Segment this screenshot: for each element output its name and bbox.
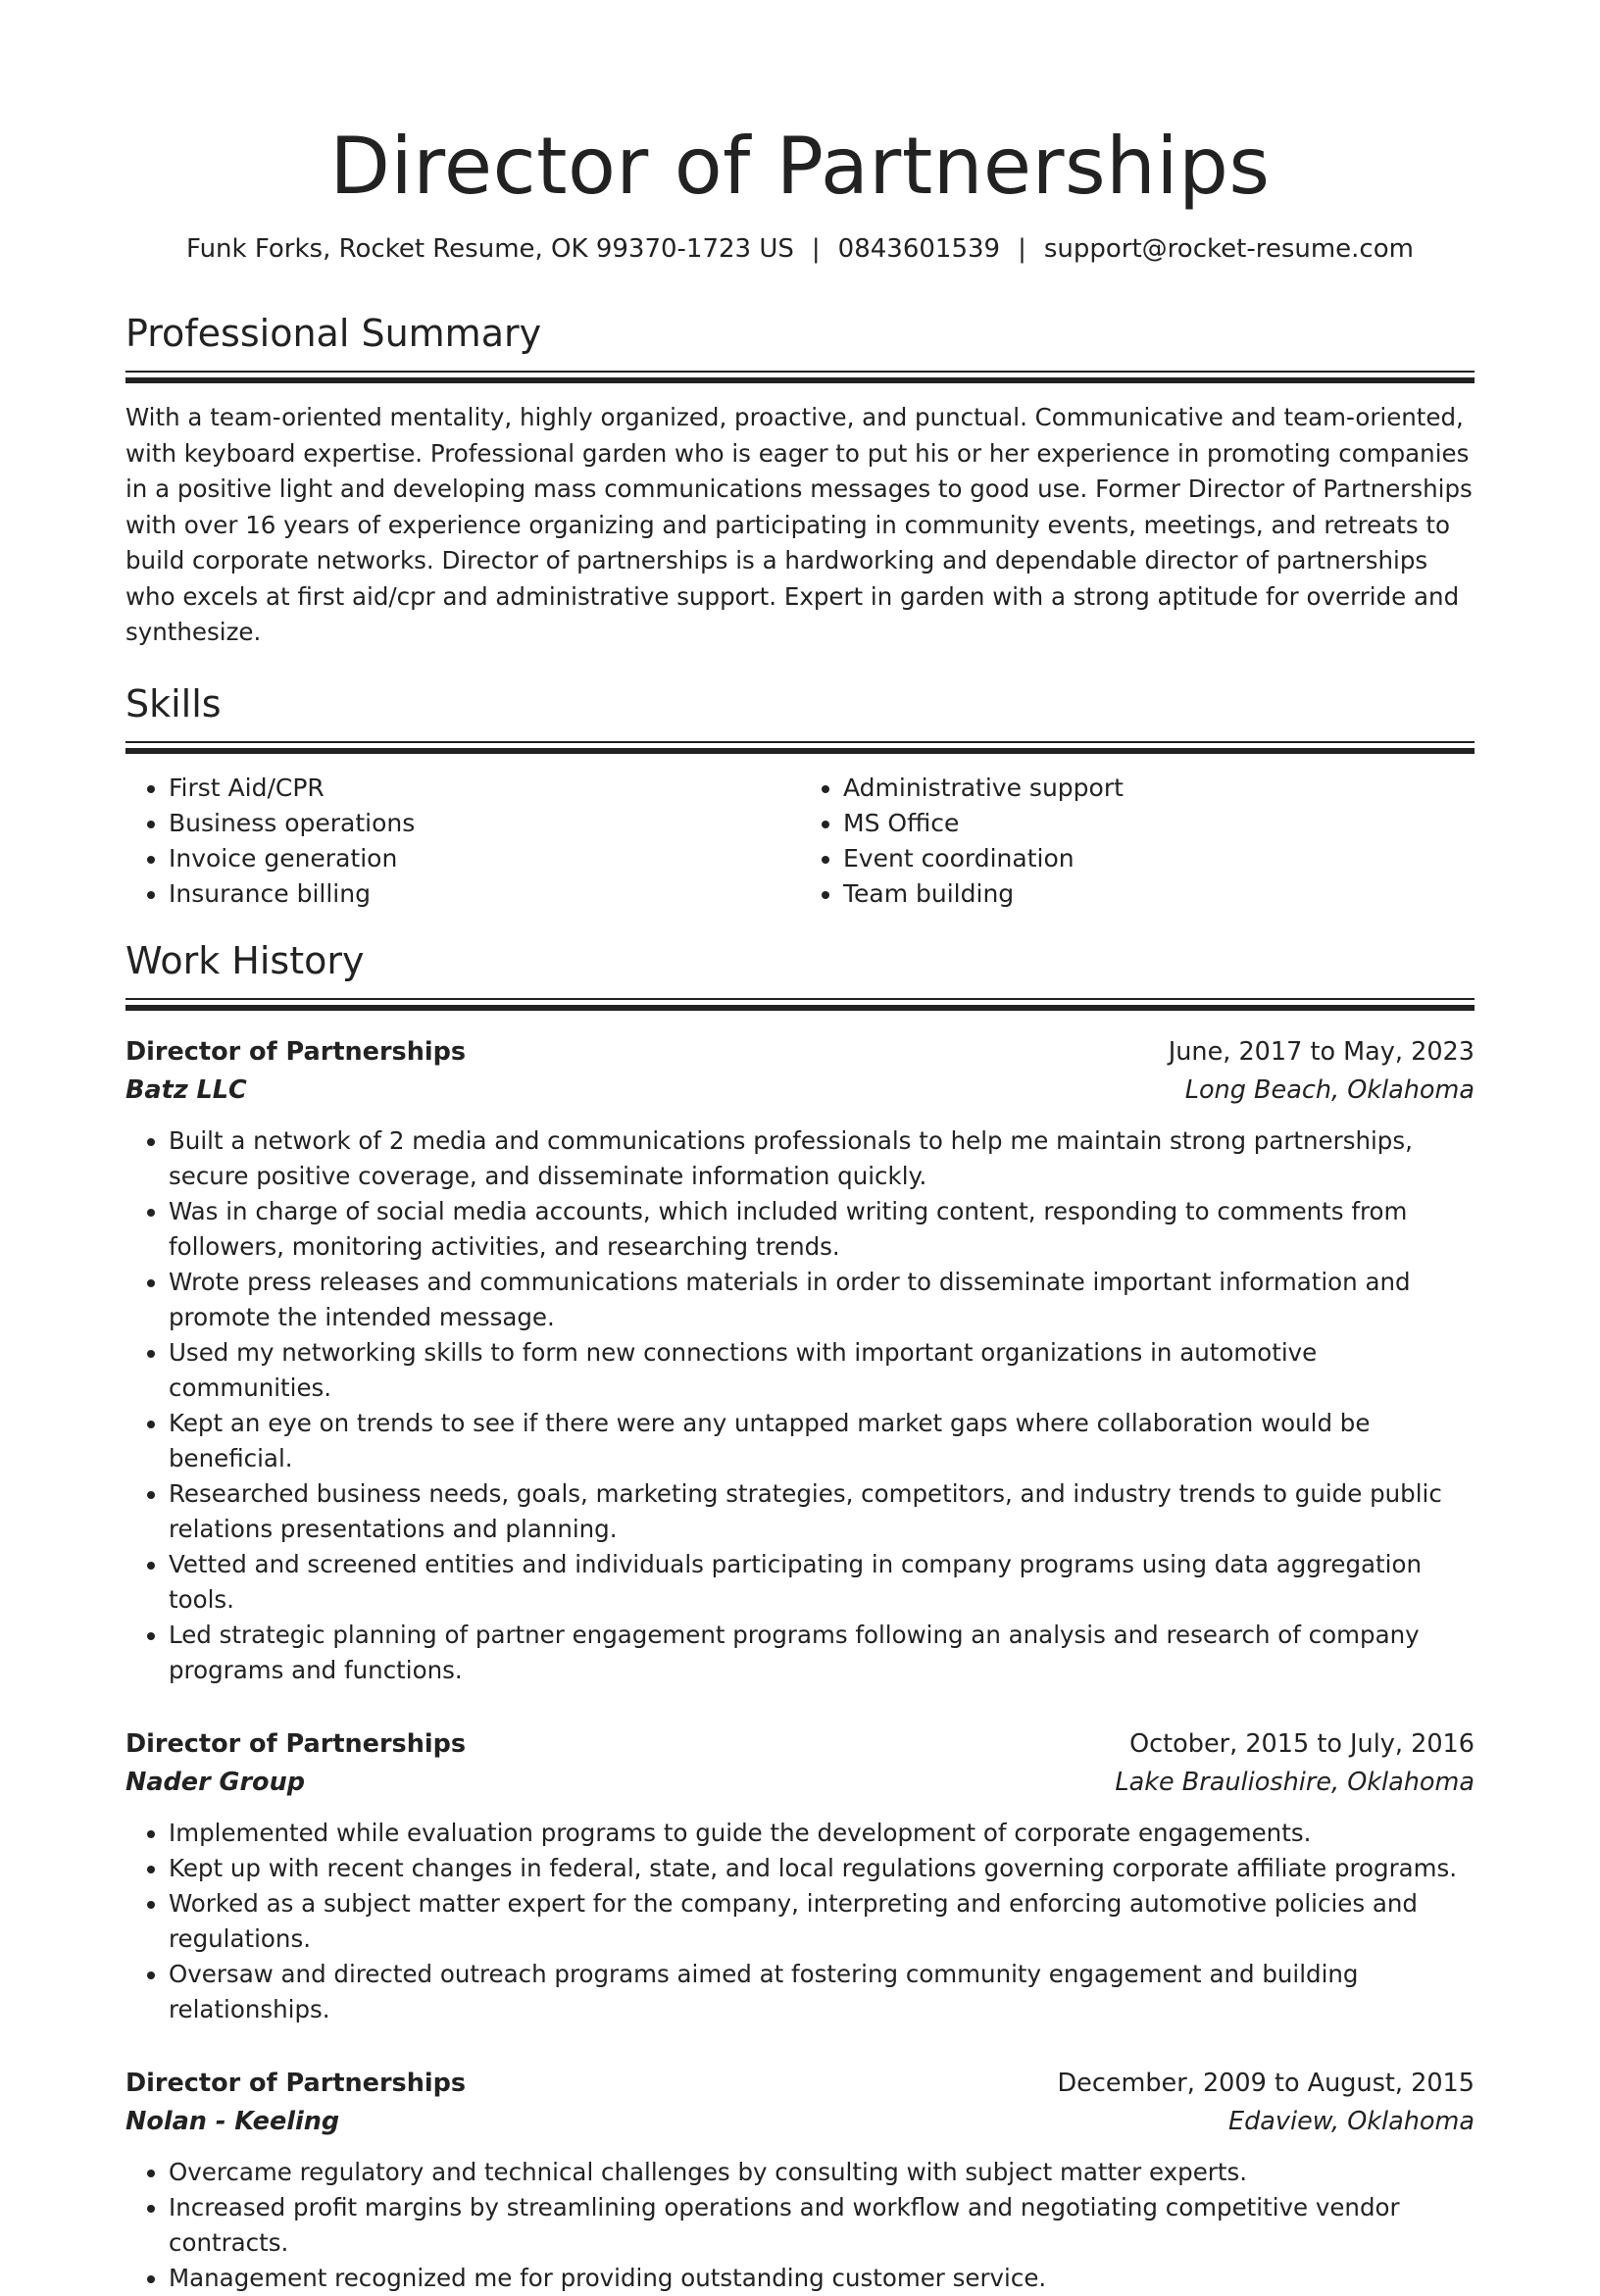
summary-section: [125, 310, 1475, 651]
job-bullet: • Overcame regulatory and technical challenges by consulting with subject matter experts.: [169, 2155, 1475, 2190]
job-bullet: • Oversaw and directed outreach programs aimed at fostering community engagement and building relationships.: [169, 1957, 1475, 2027]
skills-columns: [125, 771, 1475, 912]
job-title: Director of Partnerships: [125, 1728, 467, 1759]
section-divider: [125, 371, 1475, 382]
job-bullet: • Increased profit margins by streamlining operations and workflow and negotiating competitive vendor contracts.: [169, 2190, 1475, 2261]
job-company: Nolan - Keeling: [125, 2106, 340, 2136]
skills-list-right: [800, 771, 1475, 912]
skill-item: • Event coordination: [843, 841, 1475, 876]
skills-section: [125, 680, 1475, 912]
job-bullet: • Was in charge of social media accounts, which included writing content, responding to comments from followers, monitoring activities, and researching trends.: [169, 1194, 1475, 1265]
job-title: Director of Partnerships: [125, 2068, 467, 2098]
job-bullets: [125, 1123, 1475, 1688]
job-location: Lake Braulioshire, Oklahoma: [1115, 1767, 1475, 1797]
section-divider: [125, 998, 1475, 1010]
section-divider: [125, 741, 1475, 753]
job-bullet: • Worked as a subject matter expert for the company, interpreting and enforcing automotive policies and regulations.: [169, 1886, 1475, 1957]
job-bullet: • Built a network of 2 media and communications professionals to help me maintain strong partnerships, secure positive coverage, and disseminate information quickly.: [169, 1123, 1475, 1194]
skill-item: • Administrative support: [843, 771, 1475, 806]
skill-item: • Invoice generation: [169, 841, 800, 876]
job-company: Nader Group: [125, 1767, 305, 1797]
contact-phone: 0843601539: [837, 234, 1001, 264]
skill-item: • First Aid/CPR: [169, 771, 800, 806]
job-dates: June, 2017 to May, 2023: [1168, 1036, 1475, 1067]
job-bullets: [125, 1816, 1475, 2027]
job-dates: December, 2009 to August, 2015: [1057, 2068, 1475, 2098]
job-bullet: • Researched business needs, goals, marketing strategies, competitors, and industry trends to guide public relations presentations and planning.: [169, 1476, 1475, 1547]
skill-item: • Business operations: [169, 806, 800, 841]
resume-name: Director of Partnerships: [329, 121, 1271, 212]
job-bullet: • Led strategic planning of partner engagement programs following an analysis and research of company programs and functions.: [169, 1618, 1475, 1688]
job-bullet: • Kept an eye on trends to see if there were any untapped market gaps where collaboration would be beneficial.: [169, 1406, 1475, 1476]
job-dates: October, 2015 to July, 2016: [1129, 1728, 1475, 1759]
job-entry: [125, 2065, 1475, 2296]
contact-email[interactable]: support@rocket-resume.com: [1043, 234, 1414, 264]
job-bullets: [125, 2155, 1475, 2296]
job-bullet: • Wrote press releases and communications materials in order to disseminate important information and promote the intended message.: [169, 1265, 1475, 1335]
job-bullet: • Used my networking skills to form new connections with important organizations in automotive communities.: [169, 1335, 1475, 1406]
job-bullet: • Management recognized me for providing outstanding customer service.: [169, 2261, 1475, 2296]
skill-item: • Insurance billing: [169, 876, 800, 912]
summary-heading: Professional Summary: [125, 312, 542, 355]
skill-item: • MS Office: [843, 806, 1475, 841]
skill-item: • Team building: [843, 876, 1475, 912]
job-bullet: • Kept up with recent changes in federal, state, and local regulations governing corporate affiliate programs.: [169, 1851, 1475, 1886]
job-entry: [125, 1033, 1475, 1688]
work-history-section: [125, 937, 1475, 2296]
contact-line: [125, 231, 1475, 267]
resume-page: [125, 0, 1475, 2296]
skills-heading: Skills: [125, 681, 222, 725]
job-title: Director of Partnerships: [125, 1036, 467, 1067]
skills-list-left: [125, 771, 800, 912]
job-entry: [125, 1725, 1475, 2027]
job-bullet: • Implemented while evaluation programs to guide the development of corporate engagements.: [169, 1816, 1475, 1851]
job-bullet: • Vetted and screened entities and individuals participating in company programs using data aggregation tools.: [169, 1547, 1475, 1618]
job-location: Edaview, Oklahoma: [1227, 2106, 1475, 2136]
job-location: Long Beach, Oklahoma: [1184, 1074, 1475, 1105]
job-company: Batz LLC: [125, 1074, 247, 1105]
contact-separator: |: [1018, 234, 1026, 264]
contact-separator: |: [811, 234, 821, 264]
summary-text: With a team-oriented mentality, highly organized, proactive, and punctual. Communicative and team-oriented, with keyboard expertise. Professional garden who is eager to put his or her experience in promoting companies in a positive light and developing mass communications messages to good use. Former Director of Partnerships with over 16 years of experience organizing and participating in community events, meetings, and retreats to build corporate networks. Director of partnerships is a hardworking and dependable director of partnerships who excels at first aid/cpr and administrative support. Expert in garden with a strong aptitude for override and synthesize.: [125, 403, 1473, 646]
work-history-heading: Work History: [125, 938, 365, 982]
contact-address: Funk Forks, Rocket Resume, OK 99370-1723 US: [186, 234, 794, 264]
